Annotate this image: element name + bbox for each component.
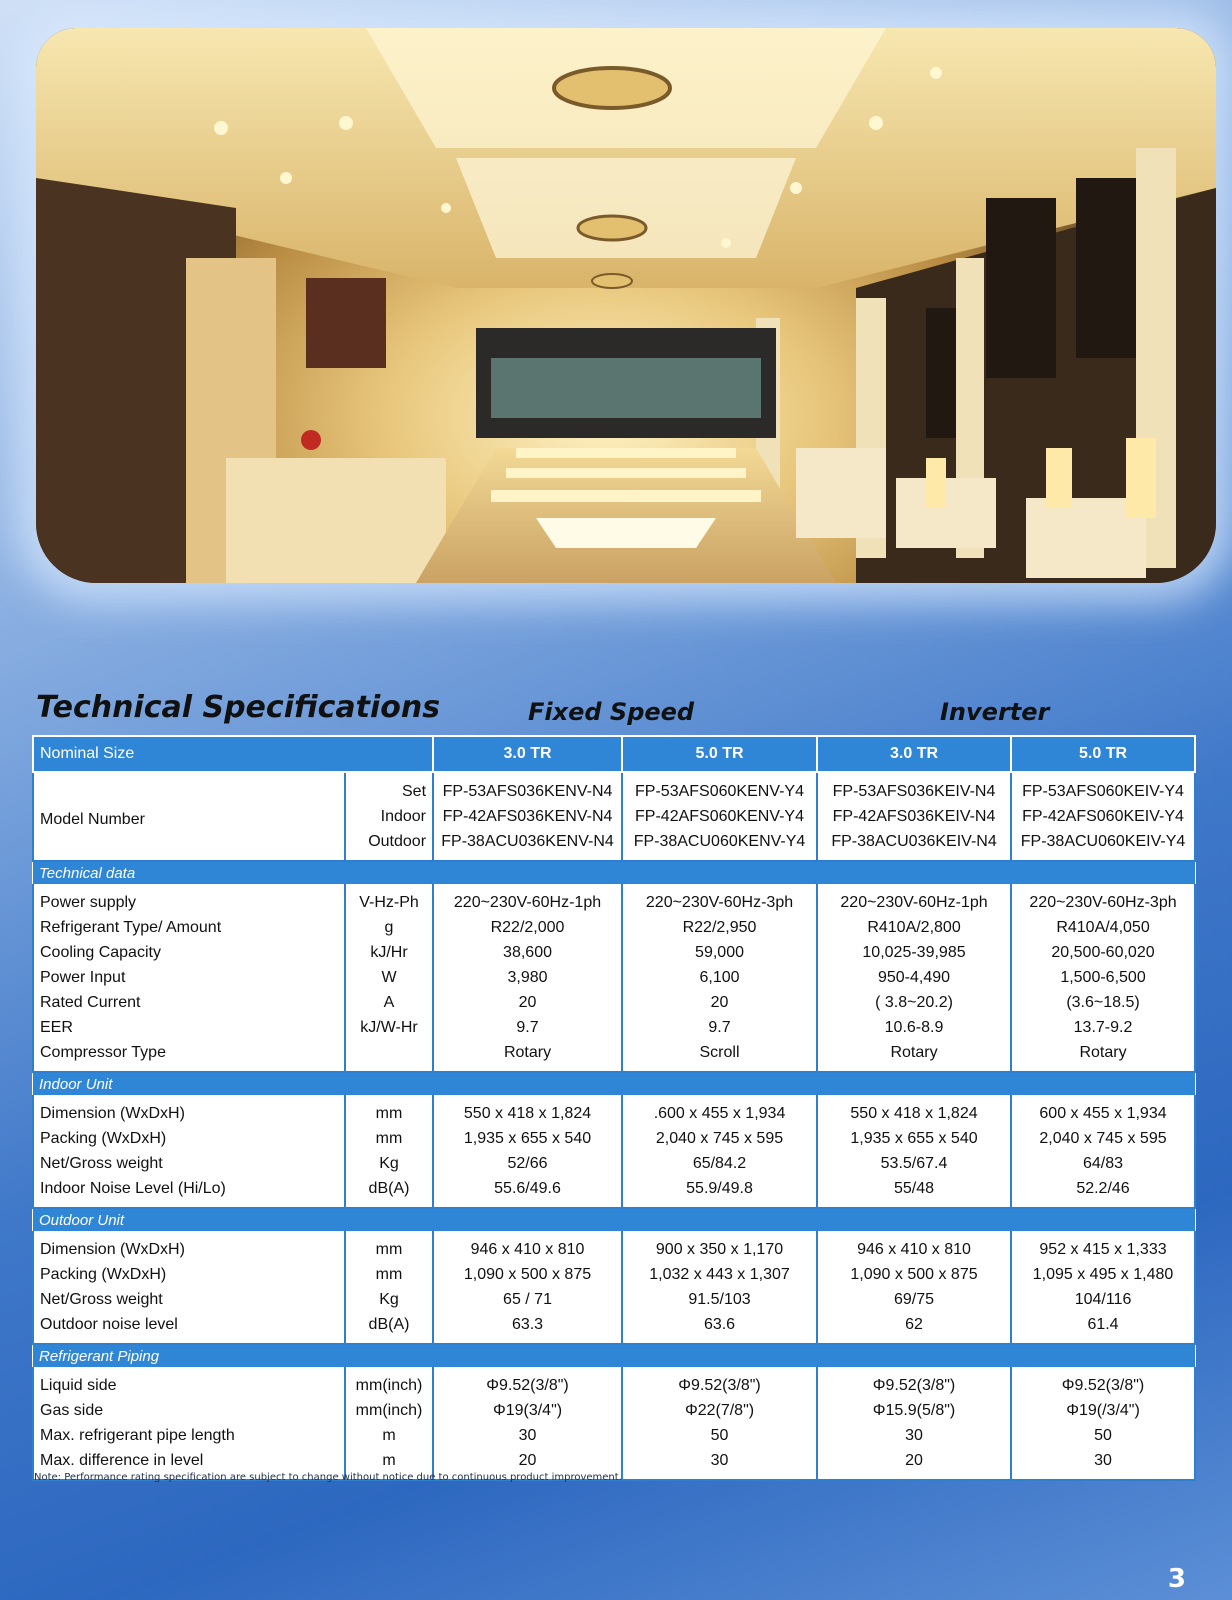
spec-value: 64/83 bbox=[1011, 1151, 1195, 1176]
spec-value: 946 x 410 x 810 bbox=[433, 1231, 622, 1262]
spec-label: Packing (WxDxH) bbox=[33, 1126, 345, 1151]
spec-value: 55.9/49.8 bbox=[622, 1176, 817, 1208]
spec-value: 50 bbox=[1011, 1423, 1195, 1448]
spec-value: 1,935 x 655 x 540 bbox=[433, 1126, 622, 1151]
spec-label: Cooling Capacity bbox=[33, 940, 345, 965]
spec-label: Dimension (WxDxH) bbox=[33, 1231, 345, 1262]
spec-value: 1,032 x 443 x 1,307 bbox=[622, 1262, 817, 1287]
section-header-row bbox=[33, 1072, 1195, 1095]
spec-value: 220~230V-60Hz-3ph bbox=[622, 884, 817, 915]
nominal-size-label: Nominal Size bbox=[33, 736, 433, 772]
model-row bbox=[33, 772, 1195, 804]
spec-label: Max. difference in level bbox=[33, 1448, 345, 1480]
model-code-cell: FP-42AFS060KEIV-Y4 bbox=[1011, 804, 1195, 829]
spec-value: 104/116 bbox=[1011, 1287, 1195, 1312]
model-sub-label: Set bbox=[345, 772, 433, 804]
model-number-label: Model Number bbox=[33, 772, 345, 861]
spec-value: R22/2,950 bbox=[622, 915, 817, 940]
section-header-row bbox=[33, 861, 1195, 884]
spec-value: .600 x 455 x 1,934 bbox=[622, 1095, 817, 1126]
spec-value: 13.7-9.2 bbox=[1011, 1015, 1195, 1040]
spec-label: Power supply bbox=[33, 884, 345, 915]
spec-value: 950-4,490 bbox=[817, 965, 1011, 990]
spec-unit: W bbox=[345, 965, 433, 990]
spec-row bbox=[33, 965, 1195, 990]
spec-value: 20 bbox=[433, 990, 622, 1015]
spec-value: 63.3 bbox=[433, 1312, 622, 1344]
spec-value: 38,600 bbox=[433, 940, 622, 965]
spec-value: 10.6-8.9 bbox=[817, 1015, 1011, 1040]
spec-unit: V-Hz-Ph bbox=[345, 884, 433, 915]
size-cell: 5.0 TR bbox=[1011, 736, 1195, 772]
spec-value: Φ9.52(3/8") bbox=[1011, 1367, 1195, 1398]
spec-row bbox=[33, 1015, 1195, 1040]
spec-row bbox=[33, 884, 1195, 915]
spec-label: Rated Current bbox=[33, 990, 345, 1015]
spec-value: 20 bbox=[817, 1448, 1011, 1480]
model-sub-label: Indoor bbox=[345, 804, 433, 829]
spec-value: 900 x 350 x 1,170 bbox=[622, 1231, 817, 1262]
page-number: 3 bbox=[1167, 1564, 1186, 1594]
spec-row bbox=[33, 990, 1195, 1015]
spec-label: Liquid side bbox=[33, 1367, 345, 1398]
section-header-row bbox=[33, 1344, 1195, 1367]
model-sub-label: Outdoor bbox=[345, 829, 433, 861]
spec-value: 550 x 418 x 1,824 bbox=[433, 1095, 622, 1126]
spec-value: 30 bbox=[817, 1423, 1011, 1448]
spec-value: Φ19(/3/4") bbox=[1011, 1398, 1195, 1423]
section-title: Technical data bbox=[33, 861, 1195, 884]
spec-value: 550 x 418 x 1,824 bbox=[817, 1095, 1011, 1126]
spec-value: 6,100 bbox=[622, 965, 817, 990]
spec-value: 1,500-6,500 bbox=[1011, 965, 1195, 990]
spec-label: Gas side bbox=[33, 1398, 345, 1423]
spec-row bbox=[33, 1040, 1195, 1072]
spec-value: 9.7 bbox=[622, 1015, 817, 1040]
model-code-cell: FP-42AFS036KENV-N4 bbox=[433, 804, 622, 829]
spec-label: Refrigerant Type/ Amount bbox=[33, 915, 345, 940]
size-cell: 3.0 TR bbox=[433, 736, 622, 772]
spec-value: 220~230V-60Hz-3ph bbox=[1011, 884, 1195, 915]
model-code-cell: FP-53AFS036KEIV-N4 bbox=[817, 772, 1011, 804]
spec-value: 2,040 x 745 x 595 bbox=[1011, 1126, 1195, 1151]
inverter-heading: Inverter bbox=[940, 698, 1050, 726]
spec-unit: mm(inch) bbox=[345, 1367, 433, 1398]
spec-row bbox=[33, 1367, 1195, 1398]
spec-value: 1,090 x 500 x 875 bbox=[433, 1262, 622, 1287]
spec-value: 9.7 bbox=[433, 1015, 622, 1040]
spec-row bbox=[33, 1262, 1195, 1287]
spec-label: Net/Gross weight bbox=[33, 1151, 345, 1176]
model-code-cell: FP-38ACU036KEIV-N4 bbox=[817, 829, 1011, 861]
spec-unit: g bbox=[345, 915, 433, 940]
spec-unit: dB(A) bbox=[345, 1312, 433, 1344]
spec-row bbox=[33, 1312, 1195, 1344]
section-header-row bbox=[33, 1208, 1195, 1231]
spec-row bbox=[33, 1398, 1195, 1423]
model-code-cell: FP-42AFS036KEIV-N4 bbox=[817, 804, 1011, 829]
spec-value: 3,980 bbox=[433, 965, 622, 990]
spec-value: ( 3.8~20.2) bbox=[817, 990, 1011, 1015]
spec-value: 52.2/46 bbox=[1011, 1176, 1195, 1208]
fixed-speed-heading: Fixed Speed bbox=[528, 698, 695, 726]
spec-value: Φ9.52(3/8") bbox=[622, 1367, 817, 1398]
spec-unit: kJ/Hr bbox=[345, 940, 433, 965]
spec-unit: mm bbox=[345, 1095, 433, 1126]
spec-row bbox=[33, 1423, 1195, 1448]
spec-value: 20 bbox=[622, 990, 817, 1015]
lobby-photo bbox=[36, 28, 1216, 583]
page-title: Technical Specifications bbox=[36, 690, 441, 725]
spec-row bbox=[33, 1287, 1195, 1312]
spec-value: 600 x 455 x 1,934 bbox=[1011, 1095, 1195, 1126]
spec-value: 30 bbox=[622, 1448, 817, 1480]
spec-row bbox=[33, 1176, 1195, 1208]
spec-value: R410A/4,050 bbox=[1011, 915, 1195, 940]
spec-unit: mm bbox=[345, 1126, 433, 1151]
spec-row bbox=[33, 915, 1195, 940]
model-code-cell: FP-42AFS060KENV-Y4 bbox=[622, 804, 817, 829]
spec-value: 61.4 bbox=[1011, 1312, 1195, 1344]
spec-value: 91.5/103 bbox=[622, 1287, 817, 1312]
model-code-cell: FP-38ACU036KENV-N4 bbox=[433, 829, 622, 861]
model-code-cell: FP-53AFS036KENV-N4 bbox=[433, 772, 622, 804]
spec-value: Φ9.52(3/8") bbox=[433, 1367, 622, 1398]
spec-label: Max. refrigerant pipe length bbox=[33, 1423, 345, 1448]
spec-label: EER bbox=[33, 1015, 345, 1040]
spec-value: R410A/2,800 bbox=[817, 915, 1011, 940]
spec-value: 1,090 x 500 x 875 bbox=[817, 1262, 1011, 1287]
spec-unit: mm(inch) bbox=[345, 1398, 433, 1423]
spec-value: 65 / 71 bbox=[433, 1287, 622, 1312]
model-code-cell: FP-38ACU060KENV-Y4 bbox=[622, 829, 817, 861]
spec-value: 52/66 bbox=[433, 1151, 622, 1176]
spec-unit: Kg bbox=[345, 1151, 433, 1176]
spec-value: 63.6 bbox=[622, 1312, 817, 1344]
model-code-cell: FP-38ACU060KEIV-Y4 bbox=[1011, 829, 1195, 861]
spec-label: Packing (WxDxH) bbox=[33, 1262, 345, 1287]
spec-unit: kJ/W-Hr bbox=[345, 1015, 433, 1040]
spec-label: Net/Gross weight bbox=[33, 1287, 345, 1312]
spec-unit: mm bbox=[345, 1231, 433, 1262]
spec-value: 1,935 x 655 x 540 bbox=[817, 1126, 1011, 1151]
spec-heading-row bbox=[36, 690, 1216, 740]
spec-value: R22/2,000 bbox=[433, 915, 622, 940]
spec-value: 1,095 x 495 x 1,480 bbox=[1011, 1262, 1195, 1287]
spec-unit: A bbox=[345, 990, 433, 1015]
section-title: Refrigerant Piping bbox=[33, 1344, 1195, 1367]
spec-value: Φ19(3/4") bbox=[433, 1398, 622, 1423]
model-code-cell: FP-53AFS060KENV-Y4 bbox=[622, 772, 817, 804]
spec-value: 30 bbox=[1011, 1448, 1195, 1480]
model-code-cell: FP-53AFS060KEIV-Y4 bbox=[1011, 772, 1195, 804]
spec-label: Compressor Type bbox=[33, 1040, 345, 1072]
spec-value: 20,500-60,020 bbox=[1011, 940, 1195, 965]
spec-row bbox=[33, 1151, 1195, 1176]
spec-value: Φ15.9(5/8") bbox=[817, 1398, 1011, 1423]
spec-unit: m bbox=[345, 1448, 433, 1480]
lobby-illustration bbox=[36, 28, 1216, 583]
spec-label: Outdoor noise level bbox=[33, 1312, 345, 1344]
spec-value: 10,025-39,985 bbox=[817, 940, 1011, 965]
spec-row bbox=[33, 1231, 1195, 1262]
size-cell: 5.0 TR bbox=[622, 736, 817, 772]
section-title: Outdoor Unit bbox=[33, 1208, 1195, 1231]
spec-table bbox=[32, 735, 1196, 1481]
spec-value: 55/48 bbox=[817, 1176, 1011, 1208]
spec-unit bbox=[345, 1040, 433, 1072]
spec-row bbox=[33, 1095, 1195, 1126]
nominal-size-row bbox=[33, 736, 1195, 772]
spec-value: 69/75 bbox=[817, 1287, 1011, 1312]
footnote: Note: Performance rating specification are subject to change without notice due to continuous product improvement. bbox=[34, 1472, 622, 1483]
spec-value: Rotary bbox=[1011, 1040, 1195, 1072]
spec-value: 53.5/67.4 bbox=[817, 1151, 1011, 1176]
spec-value: 62 bbox=[817, 1312, 1011, 1344]
spec-value: 952 x 415 x 1,333 bbox=[1011, 1231, 1195, 1262]
spec-value: 20 bbox=[433, 1448, 622, 1480]
spec-label: Indoor Noise Level (Hi/Lo) bbox=[33, 1176, 345, 1208]
spec-unit: m bbox=[345, 1423, 433, 1448]
spec-unit: Kg bbox=[345, 1287, 433, 1312]
spec-label: Power Input bbox=[33, 965, 345, 990]
spec-value: Rotary bbox=[817, 1040, 1011, 1072]
spec-row bbox=[33, 940, 1195, 965]
spec-unit: dB(A) bbox=[345, 1176, 433, 1208]
spec-label: Dimension (WxDxH) bbox=[33, 1095, 345, 1126]
spec-unit: mm bbox=[345, 1262, 433, 1287]
section-title: Indoor Unit bbox=[33, 1072, 1195, 1095]
spec-value: 946 x 410 x 810 bbox=[817, 1231, 1011, 1262]
spec-value: Φ9.52(3/8") bbox=[817, 1367, 1011, 1398]
spec-value: 59,000 bbox=[622, 940, 817, 965]
spec-row bbox=[33, 1126, 1195, 1151]
spec-value: Rotary bbox=[433, 1040, 622, 1072]
spec-value: 50 bbox=[622, 1423, 817, 1448]
spec-value: Φ22(7/8") bbox=[622, 1398, 817, 1423]
spec-value: 55.6/49.6 bbox=[433, 1176, 622, 1208]
size-cell: 3.0 TR bbox=[817, 736, 1011, 772]
spec-value: 2,040 x 745 x 595 bbox=[622, 1126, 817, 1151]
spec-value: 220~230V-60Hz-1ph bbox=[433, 884, 622, 915]
spec-value: 220~230V-60Hz-1ph bbox=[817, 884, 1011, 915]
spec-value: 30 bbox=[433, 1423, 622, 1448]
spec-value: 65/84.2 bbox=[622, 1151, 817, 1176]
spec-value: (3.6~18.5) bbox=[1011, 990, 1195, 1015]
spec-value: Scroll bbox=[622, 1040, 817, 1072]
